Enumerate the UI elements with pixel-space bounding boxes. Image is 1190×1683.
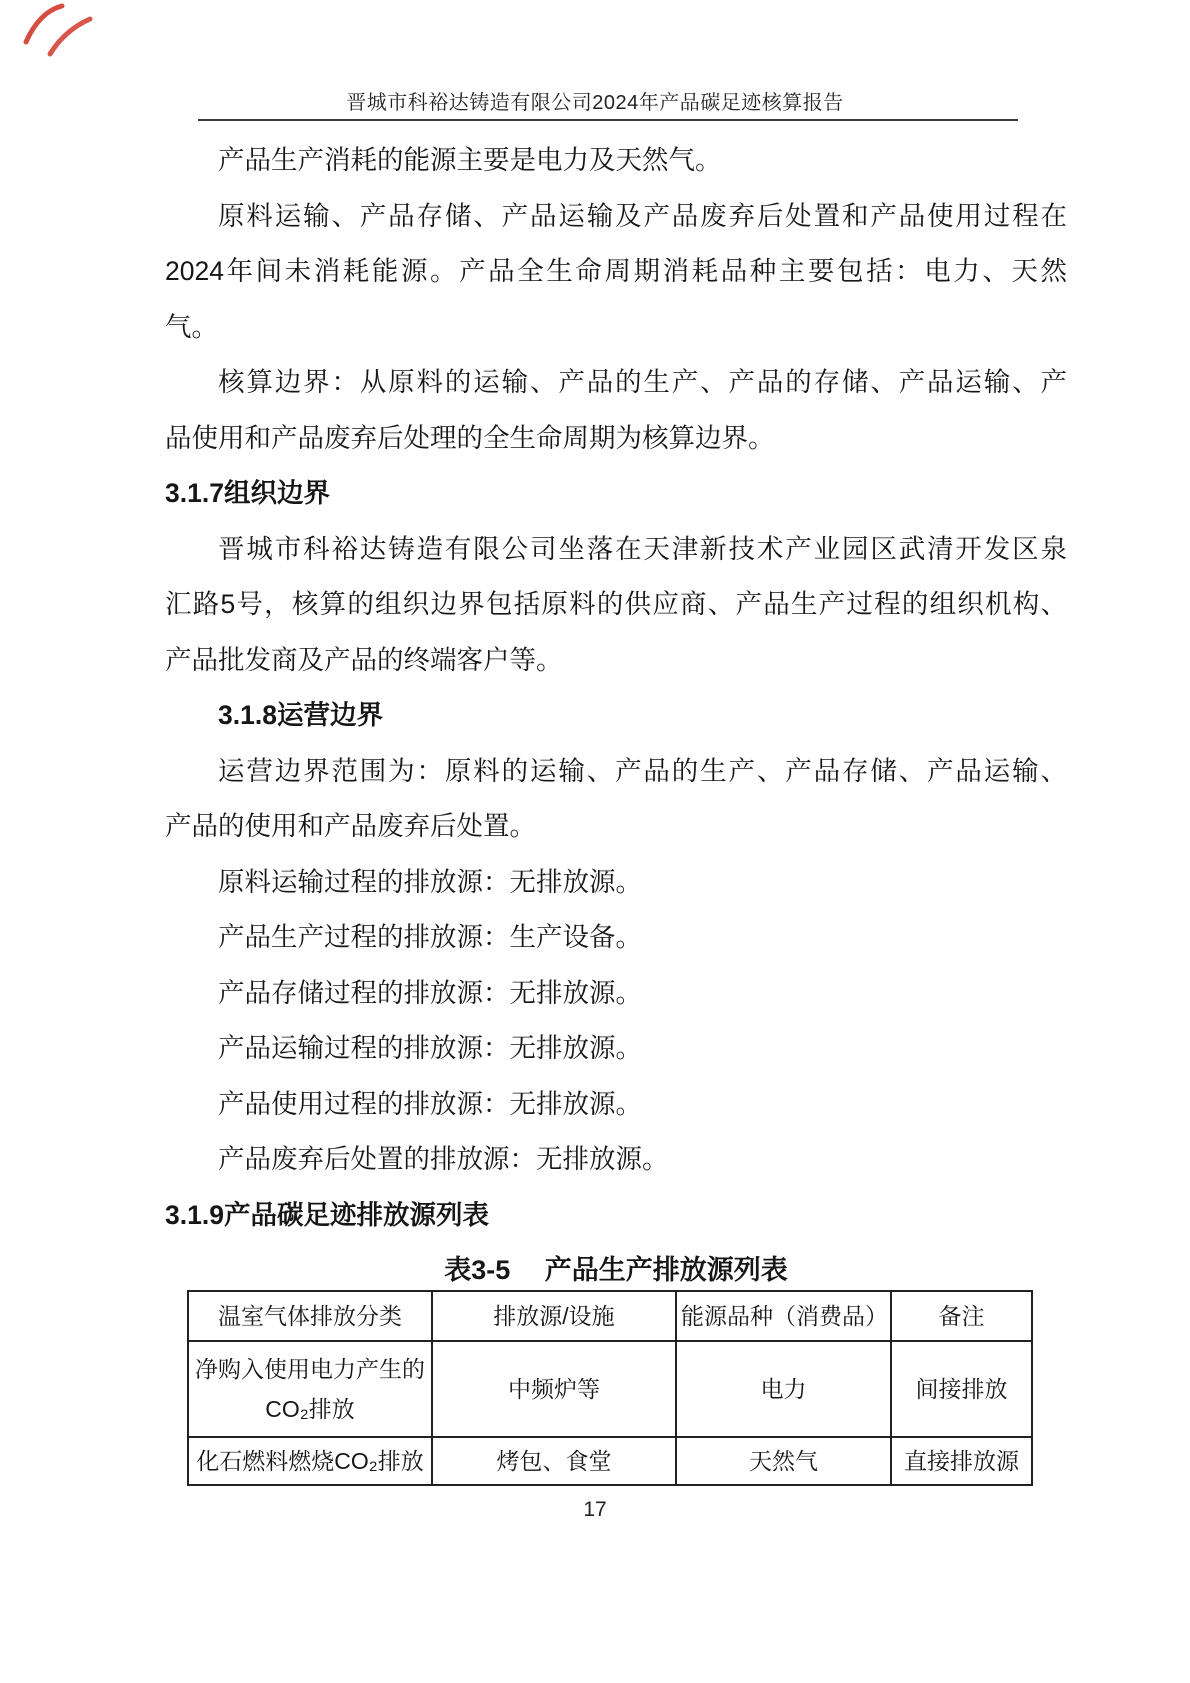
table-cell: 直接排放源 bbox=[891, 1437, 1032, 1485]
body-text-line: 2024年间未消耗能源。产品全生命周期消耗品种主要包括：电力、天然 bbox=[165, 256, 1067, 286]
body-text-line: 产品废弃后处置的排放源：无排放源。 bbox=[218, 1144, 669, 1174]
table-cell: 化石燃料燃烧CO₂排放 bbox=[188, 1437, 432, 1485]
section-heading-3-1-8: 3.1.8运营边界 bbox=[218, 700, 383, 730]
body-text-line: 产品批发商及产品的终端客户等。 bbox=[165, 644, 563, 675]
page-number: 17 bbox=[583, 1498, 607, 1521]
body-text-line: 品使用和产品废弃后处理的全生命周期为核算边界。 bbox=[165, 422, 775, 453]
body-text-line: 产品生产消耗的能源主要是电力及天然气。 bbox=[218, 145, 722, 175]
table-cell: 中频炉等 bbox=[432, 1341, 676, 1437]
red-pen-scribble bbox=[18, 0, 102, 62]
table-header-cell: 温室气体排放分类 bbox=[188, 1291, 432, 1341]
section-heading-3-1-9: 3.1.9产品碳足迹排放源列表 bbox=[165, 1199, 489, 1230]
body-text-line: 运营边界范围为：原料的运输、产品的生产、产品存储、产品运输、 bbox=[218, 755, 1067, 786]
table-header-row bbox=[188, 1291, 1032, 1341]
body-text-line: 产品的使用和产品废弃后处置。 bbox=[165, 811, 536, 841]
body-text-line: 汇路5号，核算的组织边界包括原料的供应商、产品生产过程的组织机构、 bbox=[165, 589, 1067, 619]
body-text-line: 原料运输、产品存储、产品运输及产品废弃后处置和产品使用过程在 bbox=[218, 200, 1067, 231]
body-text-line: 原料运输过程的排放源：无排放源。 bbox=[218, 866, 642, 897]
table-cell: 烤包、食堂 bbox=[432, 1437, 676, 1485]
body-text-line: 晋城市科裕达铸造有限公司坐落在天津新技术产业园区武清开发区泉 bbox=[218, 533, 1067, 564]
body-text-line: 产品使用过程的排放源：无排放源。 bbox=[218, 1088, 642, 1119]
table-cell: 净购入使用电力产生的CO₂排放 bbox=[188, 1341, 432, 1437]
table-header-cell: 排放源/设施 bbox=[432, 1291, 676, 1341]
header-divider bbox=[198, 119, 1018, 121]
body-text-line: 产品运输过程的排放源：无排放源。 bbox=[218, 1033, 642, 1063]
body-text-line: 气。 bbox=[165, 311, 218, 342]
table-cell: 天然气 bbox=[676, 1437, 891, 1485]
table-header-cell: 能源品种（消费品） bbox=[676, 1291, 891, 1341]
table-row bbox=[188, 1437, 1032, 1485]
body-text-line: 核算边界：从原料的运输、产品的生产、产品的存储、产品运输、产 bbox=[218, 367, 1067, 397]
table-cell: 间接排放 bbox=[891, 1341, 1032, 1437]
emission-source-table bbox=[187, 1290, 1033, 1486]
body-text-line: 产品存储过程的排放源：无排放源。 bbox=[218, 977, 642, 1008]
report-header-title: 晋城市科裕达铸造有限公司2024年产品碳足迹核算报告 bbox=[346, 92, 844, 114]
document-body bbox=[165, 133, 1067, 1299]
section-heading-3-1-7: 3.1.7组织边界 bbox=[165, 478, 330, 508]
table-header-cell: 备注 bbox=[891, 1291, 1032, 1341]
table-caption: 表3-5 产品生产排放源列表 bbox=[444, 1255, 788, 1285]
body-text-line: 产品生产过程的排放源：生产设备。 bbox=[218, 922, 642, 952]
table-cell: 电力 bbox=[676, 1341, 891, 1437]
table-row bbox=[188, 1341, 1032, 1437]
